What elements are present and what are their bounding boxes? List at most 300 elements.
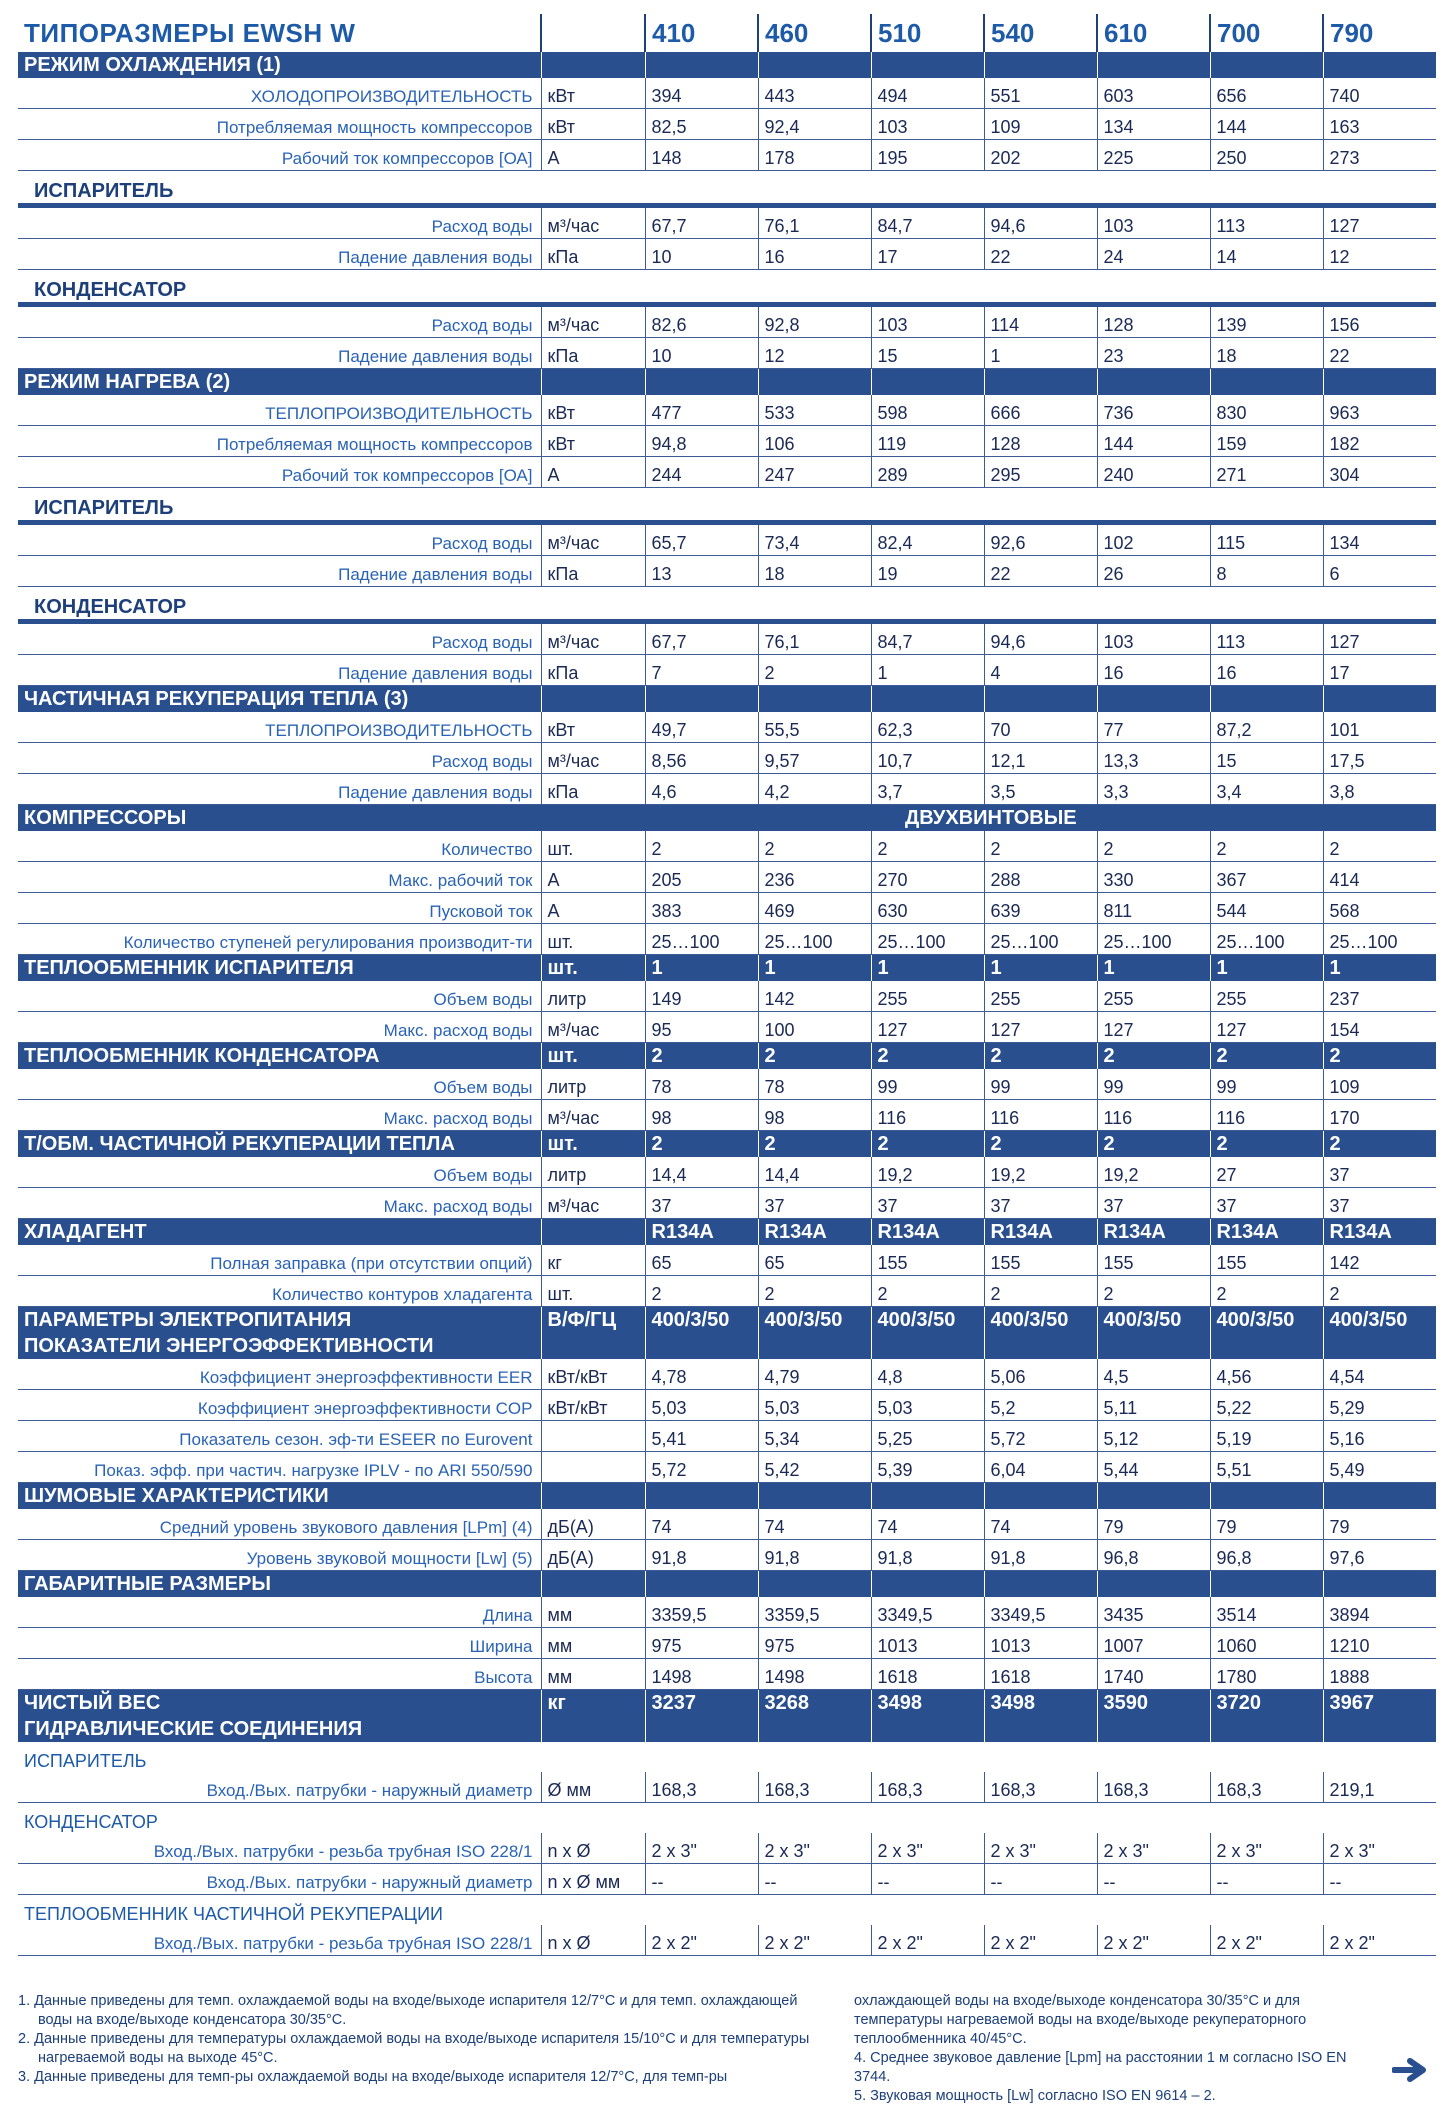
- value-cell: 2: [1323, 1043, 1436, 1070]
- value-cell: [871, 1571, 984, 1598]
- value-cell: [1097, 1571, 1210, 1598]
- unit-cell: В/Ф/ГЦ: [541, 1307, 645, 1334]
- parameter-label: Вход./Вых. патрубки - наружный диаметр: [18, 1772, 541, 1803]
- value-cell: 598: [871, 395, 984, 426]
- value-cell: [1097, 1333, 1210, 1359]
- value-cell: 3349,5: [984, 1597, 1097, 1628]
- value-cell: 65,7: [645, 523, 758, 556]
- value-cell: 62,3: [871, 712, 984, 743]
- value-cell: 2: [758, 655, 871, 686]
- parameter-label: Потребляемая мощность компрессоров: [18, 426, 541, 457]
- value-cell: 5,49: [1323, 1452, 1436, 1483]
- section-title: ШУМОВЫЕ ХАРАКТЕРИСТИКИ: [18, 1483, 541, 1510]
- value-cell: 3237: [645, 1690, 758, 1717]
- table-row: [18, 655, 1436, 686]
- arrow-right-icon[interactable]: [1392, 2058, 1428, 2082]
- value-cell: 2 x 3": [1323, 1833, 1436, 1864]
- value-cell: R134A: [1323, 1219, 1436, 1246]
- value-cell: 2: [645, 1276, 758, 1307]
- unit-cell: м³/час: [541, 523, 645, 556]
- value-cell: 127: [1323, 622, 1436, 655]
- value-cell: 2: [1097, 1043, 1210, 1070]
- value-cell: 3,5: [984, 774, 1097, 805]
- value-cell: 103: [1097, 206, 1210, 239]
- value-cell: 494: [871, 78, 984, 109]
- subsection-row: [18, 270, 1436, 305]
- value-cell: 74: [984, 1509, 1097, 1540]
- table-row: [18, 1925, 1436, 1956]
- value-cell: 1: [984, 955, 1097, 982]
- section-title: ГИДРАВЛИЧЕСКИЕ СОЕДИНЕНИЯ: [18, 1716, 541, 1742]
- value-cell: 91,8: [871, 1540, 984, 1571]
- subsection-title: КОНДЕНСАТОР: [24, 1812, 158, 1832]
- value-cell: 2: [1210, 831, 1323, 862]
- table-row: [18, 556, 1436, 587]
- subsection-title: ИСПАРИТЕЛЬ: [18, 171, 541, 206]
- parameter-label: Высота: [18, 1659, 541, 1690]
- parameter-label: Объем воды: [18, 1069, 541, 1100]
- value-cell: 367: [1210, 862, 1323, 893]
- value-cell: [984, 1333, 1097, 1359]
- value-cell: 77: [1097, 712, 1210, 743]
- value-cell: 10: [645, 338, 758, 369]
- value-cell: 99: [1210, 1069, 1323, 1100]
- title-row: [18, 14, 1436, 52]
- value-cell: 740: [1323, 78, 1436, 109]
- value-cell: 666: [984, 395, 1097, 426]
- value-cell: 156: [1323, 305, 1436, 338]
- value-cell: 128: [1097, 305, 1210, 338]
- value-cell: 414: [1323, 862, 1436, 893]
- value-cell: [645, 686, 758, 713]
- page-title: ТИПОРАЗМЕРЫ EWSH W: [24, 17, 356, 48]
- value-cell: 544: [1210, 893, 1323, 924]
- value-cell: 5,42: [758, 1452, 871, 1483]
- parameter-label: Объем воды: [18, 1157, 541, 1188]
- value-cell: 1618: [871, 1659, 984, 1690]
- value-cell: 3,4: [1210, 774, 1323, 805]
- table-row: [18, 1421, 1436, 1452]
- value-cell: [1097, 369, 1210, 396]
- value-cell: 144: [1210, 109, 1323, 140]
- value-cell: [758, 686, 871, 713]
- value-cell: 74: [645, 1509, 758, 1540]
- value-cell: [645, 52, 758, 78]
- value-cell: 37: [1323, 1188, 1436, 1219]
- table-row: [18, 305, 1436, 338]
- value-cell: 1060: [1210, 1628, 1323, 1659]
- compressor-type: ДВУХВИНТОВЫЕ: [645, 805, 1436, 832]
- value-cell: 2: [645, 1131, 758, 1158]
- unit-cell: А: [541, 862, 645, 893]
- value-cell: 67,7: [645, 206, 758, 239]
- subsection-filler: [541, 270, 1436, 305]
- value-cell: 91,8: [758, 1540, 871, 1571]
- value-cell: 400/3/50: [758, 1307, 871, 1334]
- value-cell: 8: [1210, 556, 1323, 587]
- value-cell: 1498: [645, 1659, 758, 1690]
- value-cell: 115: [1210, 523, 1323, 556]
- parameter-label: Макс. расход воды: [18, 1188, 541, 1219]
- value-cell: [1097, 686, 1210, 713]
- value-cell: 219,1: [1323, 1772, 1436, 1803]
- value-cell: 70: [984, 712, 1097, 743]
- value-cell: 142: [1323, 1245, 1436, 1276]
- value-cell: 3720: [1210, 1690, 1323, 1717]
- value-cell: 92,8: [758, 305, 871, 338]
- table-row: [18, 831, 1436, 862]
- parameter-label: Средний уровень звукового давления [LPm] (4): [18, 1509, 541, 1540]
- value-cell: 3268: [758, 1690, 871, 1717]
- value-cell: 2 x 3": [984, 1833, 1097, 1864]
- table-row: [18, 239, 1436, 270]
- unit-cell: литр: [541, 1157, 645, 1188]
- value-cell: R134A: [645, 1219, 758, 1246]
- parameter-label: Макс. рабочий ток: [18, 862, 541, 893]
- value-cell: 94,6: [984, 622, 1097, 655]
- value-cell: 106: [758, 426, 871, 457]
- value-cell: 975: [645, 1628, 758, 1659]
- value-cell: 127: [984, 1012, 1097, 1043]
- value-cell: 2: [1097, 1131, 1210, 1158]
- unit-cell: шт.: [541, 1131, 645, 1158]
- parameter-label: Падение давления воды: [18, 556, 541, 587]
- value-cell: 533: [758, 395, 871, 426]
- unit-cell: кПа: [541, 239, 645, 270]
- value-cell: 2: [758, 1043, 871, 1070]
- value-cell: --: [1323, 1864, 1436, 1895]
- table-row: [18, 712, 1436, 743]
- value-cell: 19,2: [1097, 1157, 1210, 1188]
- value-cell: [1210, 1716, 1323, 1742]
- value-cell: 400/3/50: [645, 1307, 758, 1334]
- value-cell: 195: [871, 140, 984, 171]
- value-cell: 116: [871, 1100, 984, 1131]
- value-cell: 168,3: [1210, 1772, 1323, 1803]
- unit-cell: А: [541, 893, 645, 924]
- unit-cell: [541, 369, 645, 396]
- value-cell: 1013: [871, 1628, 984, 1659]
- table-row: [18, 140, 1436, 171]
- unit-cell: А: [541, 457, 645, 488]
- section-title: Т/ОБМ. ЧАСТИЧНОЙ РЕКУПЕРАЦИИ ТЕПЛА: [18, 1131, 541, 1158]
- value-cell: 79: [1210, 1509, 1323, 1540]
- value-cell: 8,56: [645, 743, 758, 774]
- footnote: 1. Данные приведены для темп. охлаждаемой воды на входе/выходе испарителя 12/7°C и для темп. охлаждающей воды на входе/выходе конденсатора 30/35°C.: [18, 1993, 798, 2028]
- spec-sheet: [18, 14, 1436, 1956]
- value-cell: 1618: [984, 1659, 1097, 1690]
- unit-cell: литр: [541, 1069, 645, 1100]
- spec-table: [18, 14, 1436, 1956]
- table-row: [18, 743, 1436, 774]
- subsection-filler: [541, 488, 1436, 523]
- parameter-label: ТЕПЛОПРОИЗВОДИТЕЛЬНОСТЬ: [18, 712, 541, 743]
- value-cell: 2: [871, 831, 984, 862]
- value-cell: 19: [871, 556, 984, 587]
- value-cell: 5,72: [984, 1421, 1097, 1452]
- value-cell: --: [984, 1864, 1097, 1895]
- subsection-row: [18, 587, 1436, 622]
- value-cell: 84,7: [871, 622, 984, 655]
- subsection-row: [18, 1803, 1436, 1834]
- value-cell: 25…100: [871, 924, 984, 955]
- value-cell: 65: [645, 1245, 758, 1276]
- value-cell: 255: [984, 981, 1097, 1012]
- size-header: 790: [1323, 14, 1436, 52]
- value-cell: 37: [758, 1188, 871, 1219]
- value-cell: [1210, 686, 1323, 713]
- value-cell: 5,16: [1323, 1421, 1436, 1452]
- value-cell: R134A: [1097, 1219, 1210, 1246]
- value-cell: 92,4: [758, 109, 871, 140]
- value-cell: 84,7: [871, 206, 984, 239]
- value-cell: [645, 1483, 758, 1510]
- parameter-label: Макс. расход воды: [18, 1012, 541, 1043]
- value-cell: 6,04: [984, 1452, 1097, 1483]
- value-cell: [1323, 1483, 1436, 1510]
- table-row: [18, 1864, 1436, 1895]
- value-cell: 154: [1323, 1012, 1436, 1043]
- unit-cell: кПа: [541, 338, 645, 369]
- value-cell: 3359,5: [645, 1597, 758, 1628]
- value-cell: [871, 52, 984, 78]
- value-cell: 5,44: [1097, 1452, 1210, 1483]
- value-cell: 6: [1323, 556, 1436, 587]
- value-cell: [1323, 1571, 1436, 1598]
- value-cell: 4: [984, 655, 1097, 686]
- value-cell: 2: [1210, 1131, 1323, 1158]
- value-cell: 116: [984, 1100, 1097, 1131]
- value-cell: 18: [1210, 338, 1323, 369]
- value-cell: [871, 369, 984, 396]
- unit-cell: n x Ø: [541, 1833, 645, 1864]
- value-cell: 3498: [984, 1690, 1097, 1717]
- table-row: [18, 1390, 1436, 1421]
- unit-cell: кг: [541, 1690, 645, 1717]
- subsection-title: ИСПАРИТЕЛЬ: [18, 488, 541, 523]
- value-cell: 975: [758, 1628, 871, 1659]
- unit-cell: [541, 1452, 645, 1483]
- value-cell: 1: [758, 955, 871, 982]
- value-cell: 3359,5: [758, 1597, 871, 1628]
- title-unit-cell: [541, 14, 645, 52]
- value-cell: [1323, 1333, 1436, 1359]
- section-title: ТЕПЛООБМЕННИК ИСПАРИТЕЛЯ: [18, 955, 541, 982]
- value-cell: 127: [1210, 1012, 1323, 1043]
- value-cell: 225: [1097, 140, 1210, 171]
- section-title: КОМПРЕССОРЫ: [18, 805, 541, 832]
- value-cell: 163: [1323, 109, 1436, 140]
- value-cell: [758, 369, 871, 396]
- parameter-label: Полная заправка (при отсутствии опций): [18, 1245, 541, 1276]
- table-row: [18, 426, 1436, 457]
- unit-cell: кВт/кВт: [541, 1390, 645, 1421]
- value-cell: 148: [645, 140, 758, 171]
- section-header-row: [18, 369, 1436, 396]
- unit-cell: кВт: [541, 426, 645, 457]
- parameter-label: ХОЛОДОПРОИЗВОДИТЕЛЬНОСТЬ: [18, 78, 541, 109]
- unit-cell: м³/час: [541, 305, 645, 338]
- value-cell: 5,12: [1097, 1421, 1210, 1452]
- table-row: [18, 1659, 1436, 1690]
- parameter-label: Показ. эфф. при частич. нагрузке IPLV - по ARI 550/590: [18, 1452, 541, 1483]
- value-cell: 16: [1097, 655, 1210, 686]
- value-cell: 304: [1323, 457, 1436, 488]
- value-cell: [1323, 369, 1436, 396]
- unit-cell: литр: [541, 981, 645, 1012]
- section-title: РЕЖИМ НАГРЕВА (2): [18, 369, 541, 396]
- section-header-row: [18, 1043, 1436, 1070]
- value-cell: 5,39: [871, 1452, 984, 1483]
- table-row: [18, 1833, 1436, 1864]
- value-cell: 247: [758, 457, 871, 488]
- value-cell: 5,41: [645, 1421, 758, 1452]
- value-cell: 2: [984, 831, 1097, 862]
- value-cell: 79: [1323, 1509, 1436, 1540]
- value-cell: 99: [984, 1069, 1097, 1100]
- section-header-row: [18, 1333, 1436, 1359]
- value-cell: --: [758, 1864, 871, 1895]
- value-cell: 3894: [1323, 1597, 1436, 1628]
- unit-cell: [541, 1421, 645, 1452]
- value-cell: 2 x 2": [645, 1925, 758, 1956]
- value-cell: 273: [1323, 140, 1436, 171]
- table-row: [18, 924, 1436, 955]
- value-cell: 2: [758, 1276, 871, 1307]
- value-cell: 24: [1097, 239, 1210, 270]
- value-cell: 3514: [1210, 1597, 1323, 1628]
- unit-cell: м³/час: [541, 1188, 645, 1219]
- value-cell: 5,34: [758, 1421, 871, 1452]
- value-cell: 23: [1097, 338, 1210, 369]
- table-row: [18, 395, 1436, 426]
- value-cell: 168,3: [1097, 1772, 1210, 1803]
- value-cell: 109: [1323, 1069, 1436, 1100]
- value-cell: 97,6: [1323, 1540, 1436, 1571]
- value-cell: [1323, 52, 1436, 78]
- unit-cell: [541, 1571, 645, 1598]
- parameter-label: Количество: [18, 831, 541, 862]
- parameter-label: Рабочий ток компрессоров [ОА]: [18, 140, 541, 171]
- value-cell: R134A: [1210, 1219, 1323, 1246]
- value-cell: [645, 1716, 758, 1742]
- value-cell: 3349,5: [871, 1597, 984, 1628]
- value-cell: 400/3/50: [1210, 1307, 1323, 1334]
- size-header: 460: [758, 14, 871, 52]
- value-cell: 5,22: [1210, 1390, 1323, 1421]
- value-cell: 78: [645, 1069, 758, 1100]
- value-cell: 15: [871, 338, 984, 369]
- parameter-label: Коэффициент энергоэффективности EER: [18, 1359, 541, 1390]
- value-cell: 18: [758, 556, 871, 587]
- size-header: 410: [645, 14, 758, 52]
- size-header: 540: [984, 14, 1097, 52]
- parameter-label: Расход воды: [18, 622, 541, 655]
- value-cell: 91,8: [984, 1540, 1097, 1571]
- value-cell: 255: [1097, 981, 1210, 1012]
- value-cell: 1: [984, 338, 1097, 369]
- value-cell: 2 x 3": [1210, 1833, 1323, 1864]
- value-cell: 1498: [758, 1659, 871, 1690]
- value-cell: --: [1097, 1864, 1210, 1895]
- value-cell: R134A: [871, 1219, 984, 1246]
- value-cell: 101: [1323, 712, 1436, 743]
- table-row: [18, 1359, 1436, 1390]
- value-cell: 2: [1210, 1043, 1323, 1070]
- value-cell: 2: [1097, 831, 1210, 862]
- value-cell: 3435: [1097, 1597, 1210, 1628]
- table-row: [18, 893, 1436, 924]
- unit-cell: шт.: [541, 924, 645, 955]
- section-header-row: [18, 1219, 1436, 1246]
- table-row: [18, 1540, 1436, 1571]
- value-cell: 2 x 2": [871, 1925, 984, 1956]
- value-cell: 13: [645, 556, 758, 587]
- unit-cell: [541, 686, 645, 713]
- value-cell: 114: [984, 305, 1097, 338]
- parameter-label: Количество ступеней регулирования производит-ти: [18, 924, 541, 955]
- value-cell: 76,1: [758, 622, 871, 655]
- value-cell: 134: [1097, 109, 1210, 140]
- value-cell: 159: [1210, 426, 1323, 457]
- parameter-label: Уровень звуковой мощности [Lw] (5): [18, 1540, 541, 1571]
- parameter-label: Вход./Вых. патрубки - наружный диаметр: [18, 1864, 541, 1895]
- value-cell: 22: [984, 239, 1097, 270]
- parameter-label: Объем воды: [18, 981, 541, 1012]
- value-cell: 67,7: [645, 622, 758, 655]
- value-cell: 2: [984, 1131, 1097, 1158]
- unit-cell: n x Ø: [541, 1925, 645, 1956]
- value-cell: [871, 686, 984, 713]
- value-cell: 144: [1097, 426, 1210, 457]
- parameter-label: Падение давления воды: [18, 338, 541, 369]
- table-row: [18, 1188, 1436, 1219]
- value-cell: [1210, 1571, 1323, 1598]
- value-cell: [1097, 1483, 1210, 1510]
- value-cell: [984, 1571, 1097, 1598]
- unit-cell: дБ(А): [541, 1540, 645, 1571]
- value-cell: 630: [871, 893, 984, 924]
- unit-cell: [541, 1716, 645, 1742]
- value-cell: 5,25: [871, 1421, 984, 1452]
- value-cell: 811: [1097, 893, 1210, 924]
- value-cell: 127: [1097, 1012, 1210, 1043]
- value-cell: 100: [758, 1012, 871, 1043]
- value-cell: 1: [645, 955, 758, 982]
- value-cell: 5,19: [1210, 1421, 1323, 1452]
- value-cell: R134A: [758, 1219, 871, 1246]
- value-cell: 2: [871, 1276, 984, 1307]
- value-cell: 2 x 2": [984, 1925, 1097, 1956]
- parameter-label: Падение давления воды: [18, 774, 541, 805]
- value-cell: 95: [645, 1012, 758, 1043]
- section-header-row: [18, 686, 1436, 713]
- value-cell: 5,11: [1097, 1390, 1210, 1421]
- value-cell: 4,5: [1097, 1359, 1210, 1390]
- value-cell: [871, 1483, 984, 1510]
- table-row: [18, 1452, 1436, 1483]
- footnote: охлаждающей воды на входе/выходе конденсатора 30/35°C и для температуры нагреваемой воды на входе/выходе рекуператорного теплообменника 40/45°C.: [854, 1993, 1307, 2047]
- parameter-label: Расход воды: [18, 523, 541, 556]
- value-cell: 134: [1323, 523, 1436, 556]
- subsection-title: ИСПАРИТЕЛЬ: [24, 1751, 147, 1771]
- value-cell: 12: [758, 338, 871, 369]
- subsection-title: КОНДЕНСАТОР: [18, 270, 541, 305]
- value-cell: 4,6: [645, 774, 758, 805]
- subsection-row: [18, 171, 1436, 206]
- unit-cell: кВт: [541, 109, 645, 140]
- value-cell: [871, 1716, 984, 1742]
